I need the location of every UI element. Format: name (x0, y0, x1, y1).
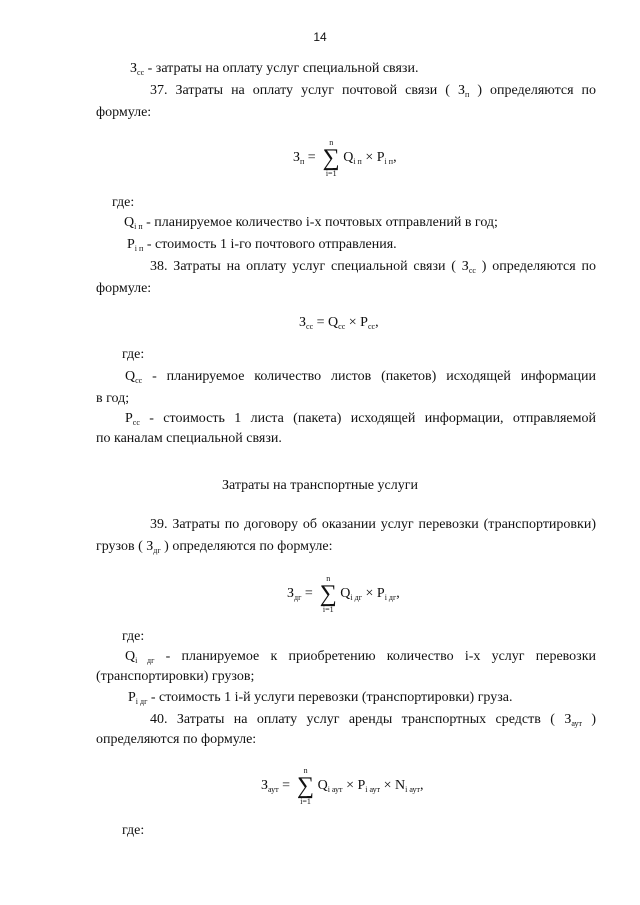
text-line: (транспортировки) грузов; (96, 669, 255, 684)
text-line: $Q_{i п}$ - планируемое количество i-х почтовых отправлений в год; (124, 215, 498, 231)
section-heading: Затраты на транспортные услуги (222, 478, 418, 493)
paragraph-40: 40. Затраты на оплату услуг аренды транспортных средств ( $З_{аут}$ ) (150, 712, 597, 728)
text-line: $P_{i дг}$ - стоимость 1 i-й услуги перевозки (транспортировки) груза. (128, 690, 513, 706)
paragraph-38: 38. Затраты на оплату услуг специальной связи ( $З_{сс}$ ) определяются по (150, 259, 597, 275)
formula-special: $З_{сс} = Q_{сс} \times P_{сс}$, (299, 315, 379, 331)
text-line: определяются по формуле: (96, 732, 257, 747)
text-line: формуле: (96, 105, 152, 120)
text-line: $Q_{сс}$ - планируемое количество листов (пакетов) исходящей информации (125, 369, 596, 385)
paragraph-39: 39. Затраты по договору об оказании услуг перевозки (транспортировки) (150, 517, 596, 532)
text-line: формуле: (96, 281, 152, 296)
text-line: грузов ( $З_{дг}$ ) определяются по формуле: (96, 539, 333, 555)
page-number: 14 (313, 30, 327, 44)
formula-postal: $З_п$ = n ∑ i=1 $Q_{i п} \times P_{i п}$, (293, 138, 397, 178)
text-line: где: (112, 195, 135, 210)
formula-rental: $З_{аут}$ = n ∑ i=1 $Q_{i аут} \times P_{i аут} \times N_{i аут}$, (261, 766, 424, 806)
paragraph-37: 37. Затраты на оплату услуг почтовой связи ( $З_п$ ) определяются по (150, 83, 597, 99)
text-line: где: (122, 347, 145, 362)
formula-cargo: $З_{дг}$ = n ∑ i=1 $Q_{i дг} \times P_{i дг}$, (287, 574, 400, 614)
text-line: в год; (96, 391, 130, 406)
text-line: $Q_{i дг}$ - планируемое к приобретению количество i-х услуг перевозки (125, 649, 597, 665)
text-line: $P_{сс}$ - стоимость 1 листа (пакета) исходящей информации, отправляемой (125, 411, 596, 427)
text-line: где: (122, 823, 145, 838)
text-line: где: (122, 629, 145, 644)
text-line: $З_{сс}$ - затраты на оплату услуг специальной связи. (130, 61, 419, 77)
text-line: по каналам специальной связи. (96, 431, 282, 446)
text-line: $P_{i п}$ - стоимость 1 i-го почтового отправления. (127, 237, 397, 253)
